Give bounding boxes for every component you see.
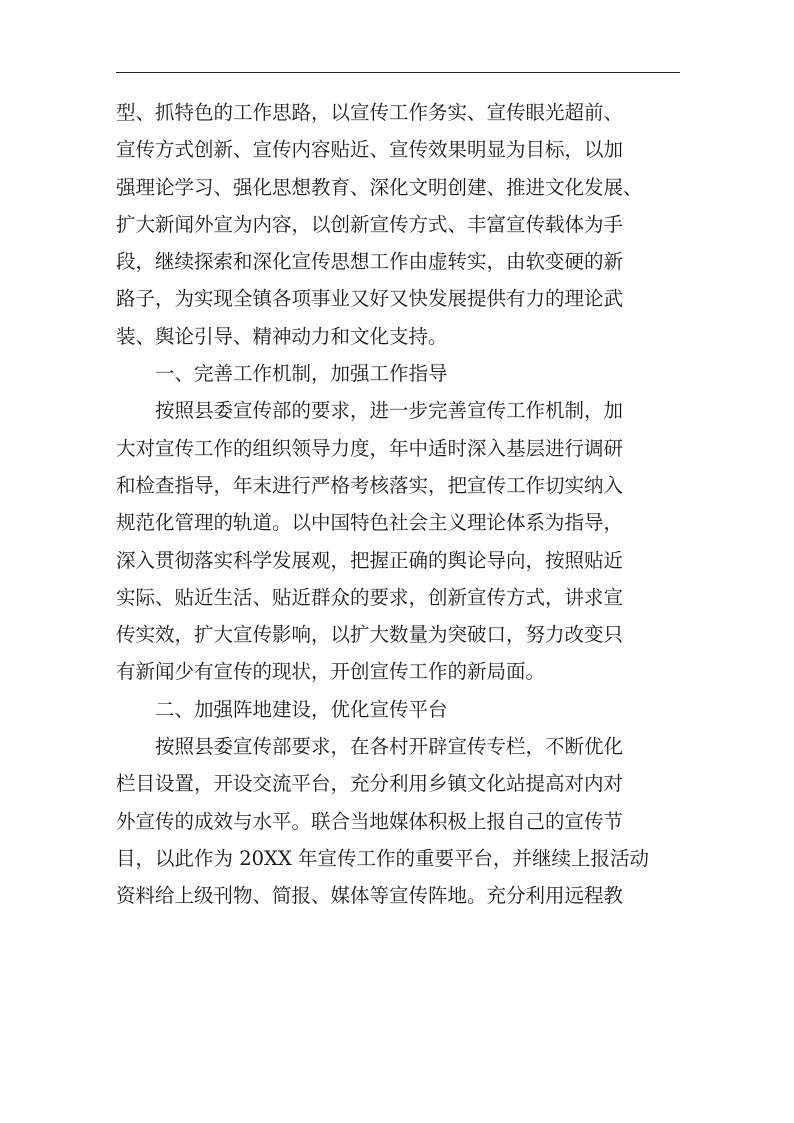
text-line: 外宣传的成效与水平。联合当地媒体积极上报自己的宣传节 bbox=[116, 809, 624, 833]
text-line: 资料给上级刊物、简报、媒体等宣传阵地。充分利用远程教 bbox=[116, 884, 624, 908]
text-line: 栏目设置，开设交流平台，充分利用乡镇文化站提高对内对 bbox=[116, 772, 624, 796]
text-line: 扩大新闻外宣为内容，以创新宣传方式、丰富宣传载体为手 bbox=[116, 212, 624, 236]
paragraph-1 bbox=[116, 392, 680, 690]
text-line: 实际、贴近生活、贴近群众的要求，创新宣传方式，讲求宣 bbox=[116, 585, 624, 609]
text-line: 大对宣传工作的组织领导力度，年中适时深入基层进行调研 bbox=[116, 436, 624, 460]
text-line: 按照县委宣传部要求，在各村开辟宣传专栏，不断优化 bbox=[155, 735, 624, 759]
text-line: 宣传方式创新、宣传内容贴近、宣传效果明显为目标，以加 bbox=[116, 138, 624, 162]
text-line: 传实效，扩大宣传影响，以扩大数量为突破口，努力改变只 bbox=[116, 623, 624, 647]
header-rule bbox=[116, 72, 680, 73]
text-line: 有新闻少有宣传的现状，开创宣传工作的新局面。 bbox=[116, 660, 546, 684]
text-line: 路子，为实现全镇各项事业又好又快发展提供有力的理论武 bbox=[116, 287, 624, 311]
text-line: 型、抓特色的工作思路，以宣传工作务实、宣传眼光超前、 bbox=[116, 101, 624, 124]
text-line: 和检查指导，年末进行严格考核落实，把宣传工作切实纳入 bbox=[116, 473, 624, 497]
text-line: 深入贯彻落实科学发展观，把握正确的舆论导向，按照贴近 bbox=[116, 548, 624, 572]
document-body bbox=[116, 94, 680, 915]
paragraph-intro bbox=[116, 94, 680, 355]
section-heading-2: 二、加强阵地建设，优化宣传平台 bbox=[155, 697, 448, 721]
text-line: 规范化管理的轨道。以中国特色社会主义理论体系为指导， bbox=[116, 511, 624, 535]
text-line: 强理论学习、强化思想教育、深化文明创建、推进文化发展、 bbox=[116, 175, 643, 199]
text-line: 装、舆论引导、精神动力和文化支持。 bbox=[116, 324, 448, 348]
text-line: 按照县委宣传部的要求，进一步完善宣传工作机制，加 bbox=[155, 399, 624, 423]
section-heading-1: 一、完善工作机制，加强工作指导 bbox=[155, 362, 448, 386]
text-line: 目，以此作为 20XX 年宣传工作的重要平台，并继续上报活动 bbox=[116, 846, 649, 870]
text-line: 段，继续探索和深化宣传思想工作由虚转实，由软变硬的新 bbox=[116, 250, 624, 274]
paragraph-2 bbox=[116, 728, 680, 914]
